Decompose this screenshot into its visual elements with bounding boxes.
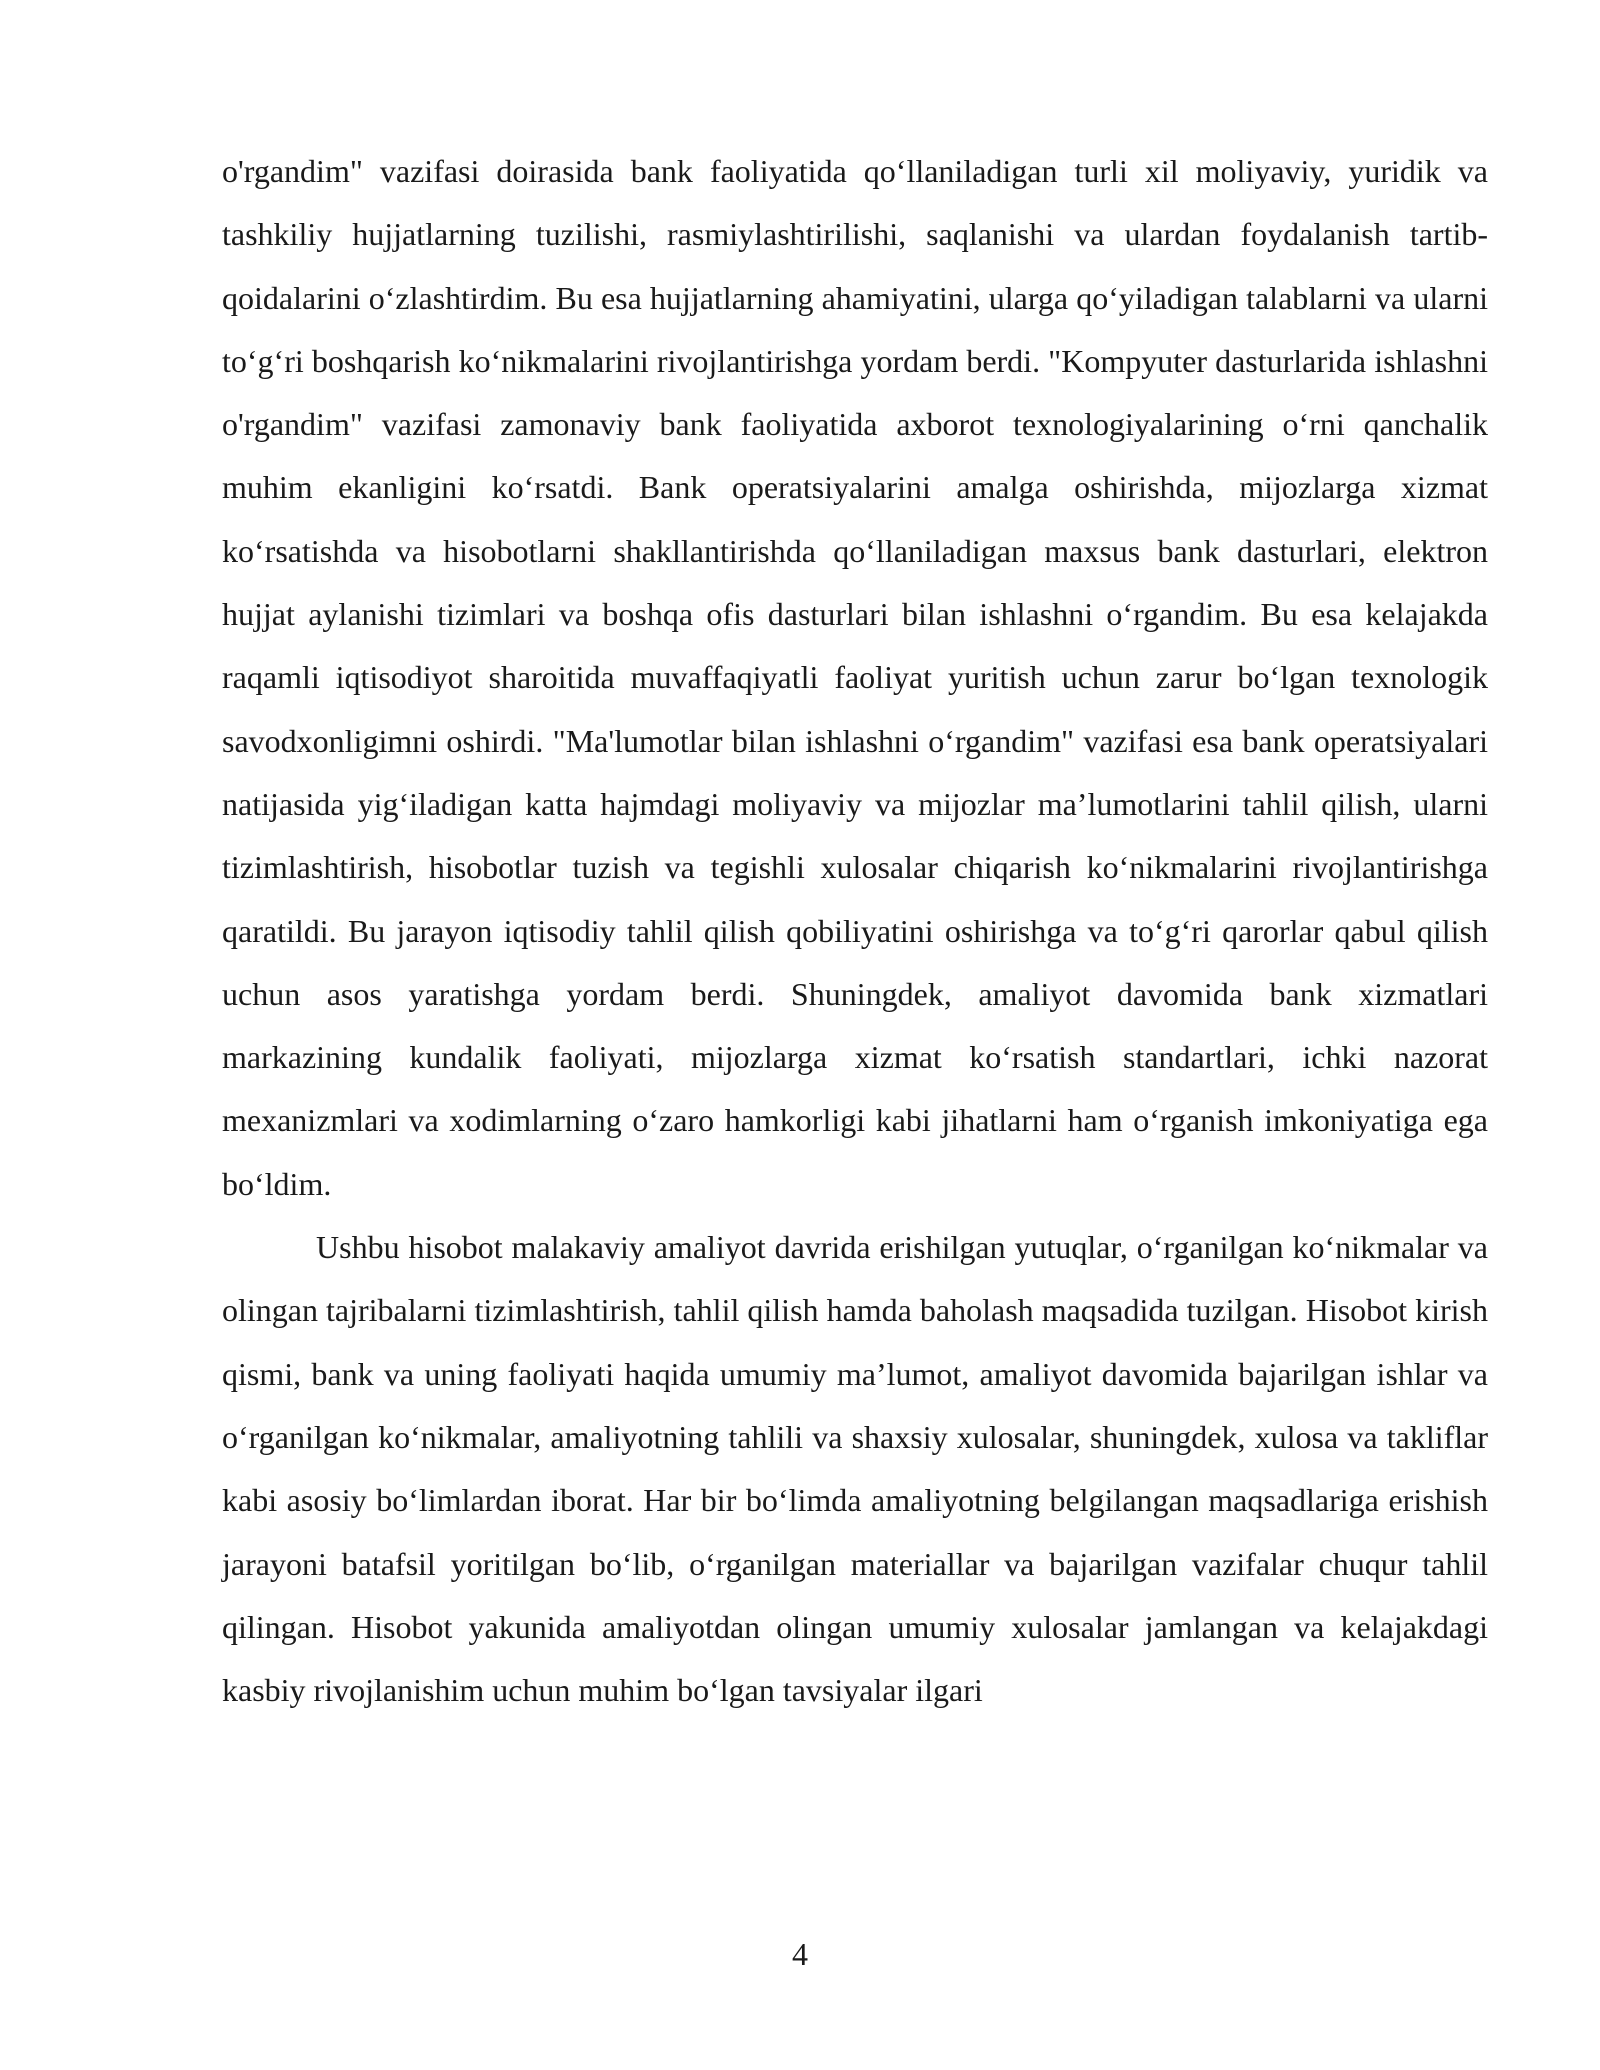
paragraph-continuation: o'rgandim" vazifasi doirasida bank faoliyatida qo‘llaniladigan turli xil moliyaviy, yuridik va tashkiliy hujjatlarning tuzilishi, rasmiylashtirilishi, saqlanishi va ulardan foydalanish tartib-qoidalarini o‘zlashtirdim. Bu esa hujjatlarning ahamiyatini, ularga qo‘yiladigan talablarni va ularni to‘g‘ri boshqarish ko‘nikmalarini rivojlantirishga yordam berdi. "Kompyuter dasturlarida ishlashni o'rgandim" vazifasi zamonaviy bank faoliyatida axborot texnologiyalarining o‘rni qanchalik muhim ekanligini ko‘rsatdi. Bank operatsiyalarini amalga oshirishda, mijozlarga xizmat ko‘rsatishda va hisobotlarni shakllantirishda qo‘llaniladigan maxsus bank dasturlari, elektron hujjat aylanishi tizimlari va boshqa ofis dasturlari bilan ishlashni o‘rgandim. Bu esa kelajakda raqamli iqtisodiyot sharoitida muvaffaqiyatli faoliyat yuritish uchun zarur bo‘lgan texnologik savodxonligimni oshirdi. "Ma'lumotlar bilan ishlashni o‘rgandim" vazifasi esa bank operatsiyalari natijasida yig‘iladigan katta hajmdagi moliyaviy va mijozlar ma’lumotlarini tahlil qilish, ularni tizimlashtirish, hisobotlar tuzish va tegishli xulosalar chiqarish ko‘nikmalarini rivojlantirishga qaratildi. Bu jarayon iqtisodiy tahlil qilish qobiliyatini oshirishga va to‘g‘ri qarorlar qabul qilish uchun asos yaratishga yordam berdi. Shuningdek, amaliyot davomida bank xizmatlari markazining kundalik faoliyati, mijozlarga xizmat ko‘rsatish standartlari, ichki nazorat mexanizmlari va xodimlarning o‘zaro hamkorligi kabi jihatlarni ham o‘rganish imkoniyatiga ega bo‘ldim. — [222, 153, 1488, 1202]
body-text — [222, 140, 1488, 1722]
paragraph-report-structure: Ushbu hisobot malakaviy amaliyot davrida erishilgan yutuqlar, o‘rganilgan ko‘nikmalar va olingan tajribalarni tizimlashtirish, tahlil qilish hamda baholash maqsadida tuzilgan. Hisobot kirish qismi, bank va uning faoliyati haqida umumiy ma’lumot, amaliyot davomida bajarilgan ishlar va o‘rganilgan ko‘nikmalar, amaliyotning tahlili va shaxsiy xulosalar, shuningdek, xulosa va takliflar kabi asosiy bo‘limlardan iborat. Har bir bo‘limda amaliyotning belgilangan maqsadlariga erishish jarayoni batafsil yoritilgan bo‘lib, o‘rganilgan materiallar va bajarilgan vazifalar chuqur tahlil qilingan. Hisobot yakunida amaliyotdan olingan umumiy xulosalar jamlangan va kelajakdagi kasbiy rivojlanishim uchun muhim bo‘lgan tavsiyalar ilgari — [222, 1229, 1488, 1709]
page-number: 4 — [792, 1936, 808, 1972]
